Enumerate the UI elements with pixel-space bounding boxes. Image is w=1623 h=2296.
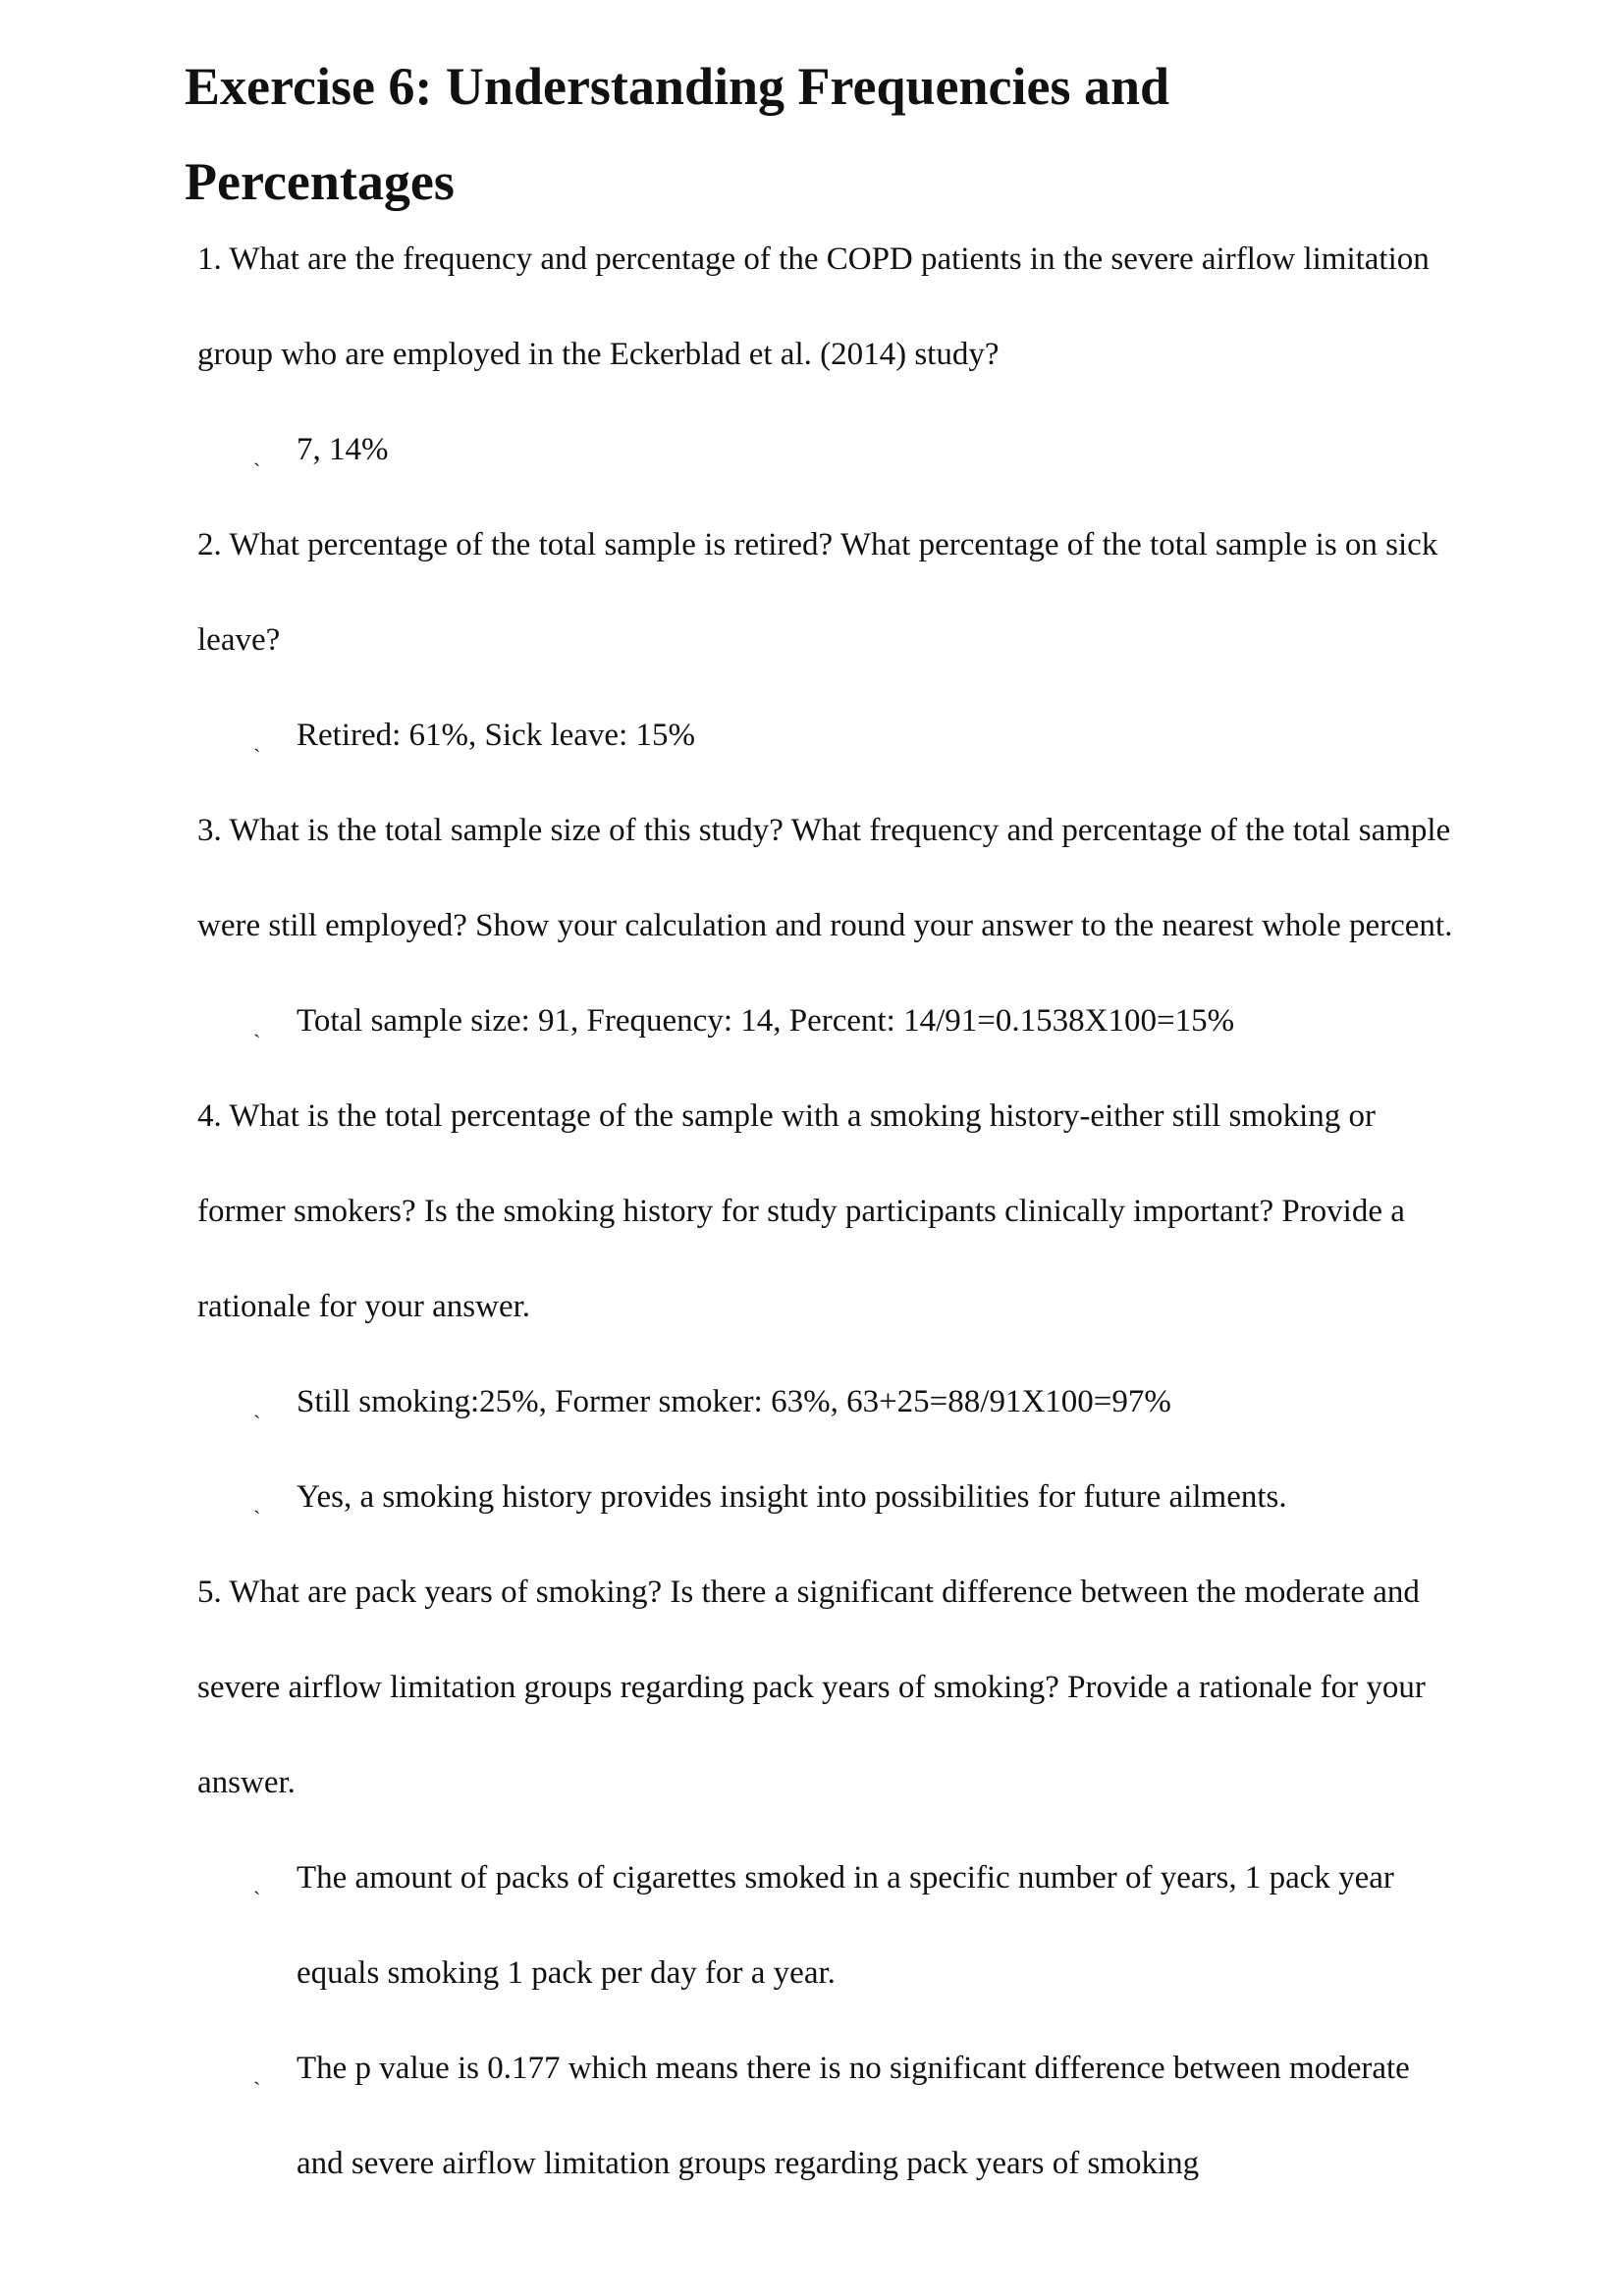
bullet-icon: ˏ bbox=[253, 727, 261, 752]
question-4-line-3: rationale for your answer. bbox=[197, 1289, 531, 1324]
title-line-2: Percentages bbox=[185, 152, 455, 211]
bullet-icon: ˏ bbox=[253, 1870, 261, 1895]
question-2-line-1: 2. What percentage of the total sample is retired? What percentage of the total sample is on sick bbox=[197, 527, 1438, 562]
question-1-line-1: 1. What are the frequency and percentage of the COPD patients in the severe airflow limitation bbox=[197, 241, 1430, 277]
question-3-line-2: were still employed? Show your calculation and round your answer to the nearest whole percent. bbox=[197, 908, 1453, 943]
answer-5-1-line-1: The amount of packs of cigarettes smoked in a specific number of years, 1 pack year bbox=[297, 1860, 1394, 1896]
bullet-icon: ˏ bbox=[253, 1394, 261, 1418]
answer-3-1-line-1: Total sample size: 91, Frequency: 14, Percent: 14/91=0.1538X100=15% bbox=[297, 1003, 1235, 1039]
bullet-icon: ˏ bbox=[253, 2060, 261, 2085]
answer-1-1-line-1: 7, 14% bbox=[297, 432, 389, 467]
bullet-icon: ˏ bbox=[253, 442, 261, 466]
bullet-icon: ˏ bbox=[253, 1013, 261, 1038]
answer-2-1-line-1: Retired: 61%, Sick leave: 15% bbox=[297, 718, 695, 753]
answer-5-2-line-1: The p value is 0.177 which means there is no significant difference between moderate bbox=[297, 2051, 1410, 2086]
question-4-line-2: former smokers? Is the smoking history for study participants clinically important? Provide a bbox=[197, 1194, 1405, 1229]
answer-5-2-line-2: and severe airflow limitation groups regarding pack years of smoking bbox=[297, 2146, 1200, 2181]
question-4-line-1: 4. What is the total percentage of the sample with a smoking history-either still smoking or bbox=[197, 1098, 1376, 1134]
question-5-line-1: 5. What are pack years of smoking? Is there a significant difference between the moderate and bbox=[197, 1575, 1420, 1610]
question-2-line-2: leave? bbox=[197, 622, 281, 658]
title-line-1: Exercise 6: Understanding Frequencies and bbox=[185, 57, 1170, 116]
question-5-line-3: answer. bbox=[197, 1765, 296, 1800]
question-1-line-2: group who are employed in the Eckerblad et al. (2014) study? bbox=[197, 337, 1000, 372]
bullet-icon: ˏ bbox=[253, 1489, 261, 1514]
question-3-line-1: 3. What is the total sample size of this study? What frequency and percentage of the total sample bbox=[197, 813, 1451, 848]
page-title bbox=[185, 39, 1461, 230]
answer-5-1-line-2: equals smoking 1 pack per day for a year. bbox=[297, 1955, 836, 1991]
answer-4-1-line-1: Still smoking:25%, Former smoker: 63%, 63+25=88/91X100=97% bbox=[297, 1384, 1171, 1419]
answer-4-2-line-1: Yes, a smoking history provides insight into possibilities for future ailments. bbox=[297, 1479, 1287, 1515]
question-5-line-2: severe airflow limitation groups regarding pack years of smoking? Provide a rationale for your bbox=[197, 1670, 1426, 1705]
